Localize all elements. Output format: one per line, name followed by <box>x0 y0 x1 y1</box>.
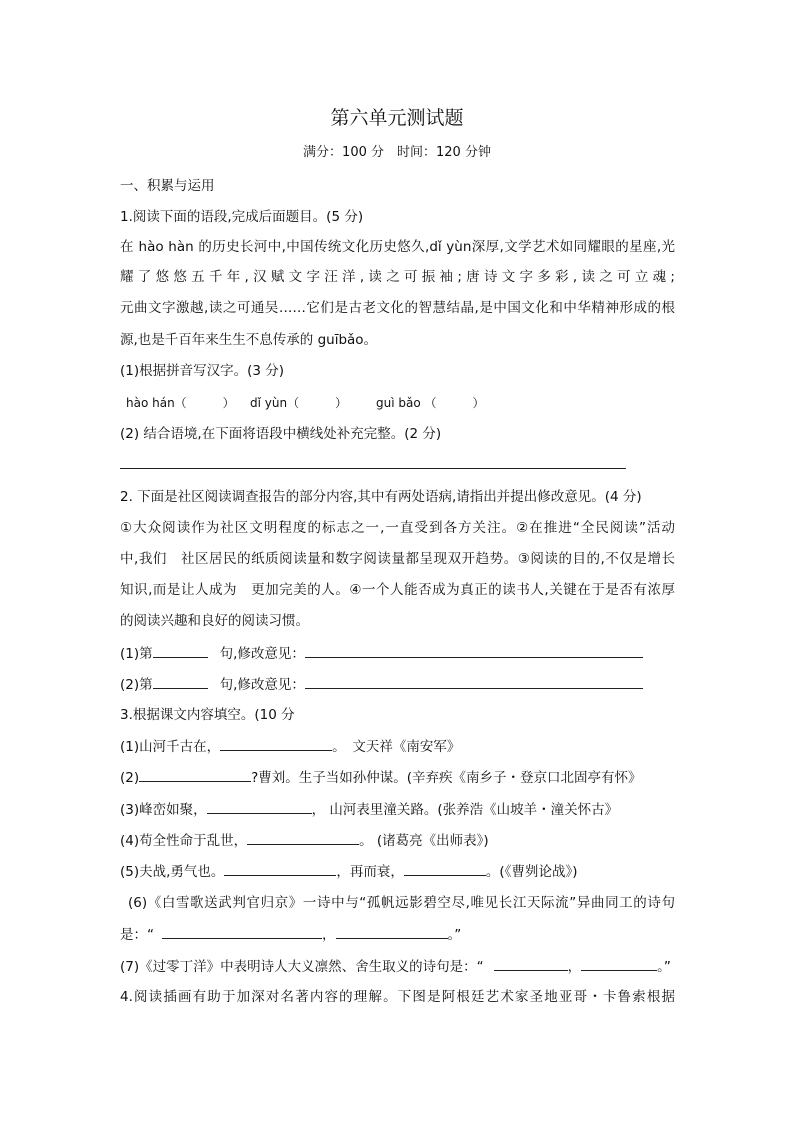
pinyin-answer-3[interactable]: guì bǎo （ ） <box>376 396 485 410</box>
question-2-passage-line: 中,我们 社区居民的纸质阅读量和数字阅读量都呈现双开趋势。③阅读的目的,不仅是增长 <box>120 551 675 567</box>
pinyin-answer-1[interactable]: hào hán（ ） <box>126 396 235 410</box>
question-2-passage-line: 知识,而是让人成为 更加完美的人。④一个人能否成为真正的读书人,关键在于是否有浓厚 <box>120 582 675 598</box>
question-1-passage-line: 源,也是千百年来生生不息传承的 guībǎo。 <box>120 332 378 348</box>
line-text: (2) <box>120 770 140 786</box>
line-text: 。” <box>657 959 671 975</box>
fill-in-line <box>120 736 460 757</box>
question-4-heading: 4.阅读插画有助于加深对名著内容的理解。下图是阿根廷艺术家圣地亚哥・卡鲁索根据 <box>120 989 675 1005</box>
fill-blank[interactable] <box>207 799 312 814</box>
row-prefix: (2)第 <box>120 677 153 693</box>
fill-in-line <box>120 924 461 945</box>
score-time-info: 满分：100 分 时间：120 分钟 <box>303 145 491 160</box>
fill-blank[interactable] <box>336 924 448 939</box>
question-2-heading: 2. 下面是社区阅读调查报告的部分内容,其中有两处语病,请指出并提出修改意见。(4 分) <box>120 489 642 505</box>
fill-blank[interactable] <box>139 767 251 782</box>
question-1-passage-line: 耀了悠悠五千年,汉赋文字汪洋,读之可振袖;唐诗文字多彩,读之可立魂; <box>120 269 675 285</box>
sentence-number-blank[interactable] <box>153 643 208 658</box>
row-label: 句,修改意见： <box>219 646 305 662</box>
fill-in-line: (6)《白雪歌送武判官归京》一诗中与“孤帆远影碧空尽,唯见长江天际流”异曲同工的诗句 <box>128 895 675 911</box>
line-text: (5)夫战,勇气也。 <box>120 864 225 880</box>
question-3-heading: 3.根据课文内容填空。(10 分 <box>120 707 295 723</box>
line-text: 。” <box>447 927 462 943</box>
revision-blank[interactable] <box>305 674 643 689</box>
pinyin-answer-2[interactable]: dǐ yùn（ ） <box>250 396 348 410</box>
line-text: ， <box>567 959 582 975</box>
fill-in-line <box>120 767 642 788</box>
row-prefix: (1)第 <box>120 646 153 662</box>
question-2-passage-line: 的阅读兴趣和良好的阅读习惯。 <box>120 613 309 629</box>
row-label: 句,修改意见： <box>219 677 305 693</box>
fill-blank[interactable] <box>581 956 657 971</box>
fill-in-line <box>120 830 489 851</box>
question-1-subquestion: (1)根据拼音写汉字。(3 分) <box>120 363 285 379</box>
line-text: ， <box>322 927 336 943</box>
line-text: ， 山河表里潼关路。(张养浩《山坡羊・潼关怀古》 <box>311 802 619 818</box>
answer-line[interactable] <box>120 468 626 469</box>
line-text: (1)山河千古在， <box>120 739 221 755</box>
question-1-subquestion: (2) 结合语境,在下面将语段中横线处补充完整。(2 分) <box>120 426 442 442</box>
fill-in-line <box>120 861 577 882</box>
fill-in-line <box>120 799 618 820</box>
fill-blank[interactable] <box>162 924 322 939</box>
fill-blank[interactable] <box>247 830 359 845</box>
revision-answer-row-2 <box>120 674 643 695</box>
page-title: 第六单元测试题 <box>330 107 464 129</box>
fill-blank[interactable] <box>404 861 486 876</box>
question-2-passage-line: ①大众阅读作为社区文明程度的标志之一,一直受到各方关注。②在推进“全民阅读”活动 <box>120 520 675 536</box>
fill-in-line <box>120 956 671 977</box>
line-text: ?曹刘。生子当如孙仲谋。(辛弃疾《南乡子・登京口北固亭有怀》 <box>251 770 642 786</box>
line-text: 是：“ <box>120 927 154 943</box>
section-heading: 一、积累与运用 <box>120 178 215 194</box>
sentence-number-blank[interactable] <box>153 674 208 689</box>
line-text: ，再而衰， <box>336 864 404 880</box>
line-text: 。 (诸葛亮《出师表》) <box>359 833 489 849</box>
question-1-heading: 1.阅读下面的语段,完成后面题目。(5 分) <box>120 209 364 225</box>
line-text: (7)《过零丁洋》中表明诗人大义凛然、舍生取义的诗句是：“ <box>120 959 484 975</box>
revision-blank[interactable] <box>305 643 643 658</box>
fill-blank[interactable] <box>220 736 332 751</box>
fill-blank[interactable] <box>494 956 568 971</box>
question-1-passage-line: 元曲文字激越,读之可通吴……它们是古老文化的智慧结晶,是中国文化和中华精神形成的根 <box>120 300 675 316</box>
line-text: 。 文天祥《南安军》 <box>332 739 461 755</box>
fill-blank[interactable] <box>224 861 336 876</box>
revision-answer-row-1 <box>120 643 643 664</box>
question-1-passage-line: 在 hào hàn 的历史长河中,中国传统文化历史悠久,dǐ yùn深厚,文学艺术如同耀眼的星座,光 <box>120 239 675 255</box>
line-text: (4)苟全性命于乱世， <box>120 833 248 849</box>
line-text: (3)峰峦如聚， <box>120 802 207 818</box>
line-text: 。(《曹刿论战》) <box>485 864 578 880</box>
